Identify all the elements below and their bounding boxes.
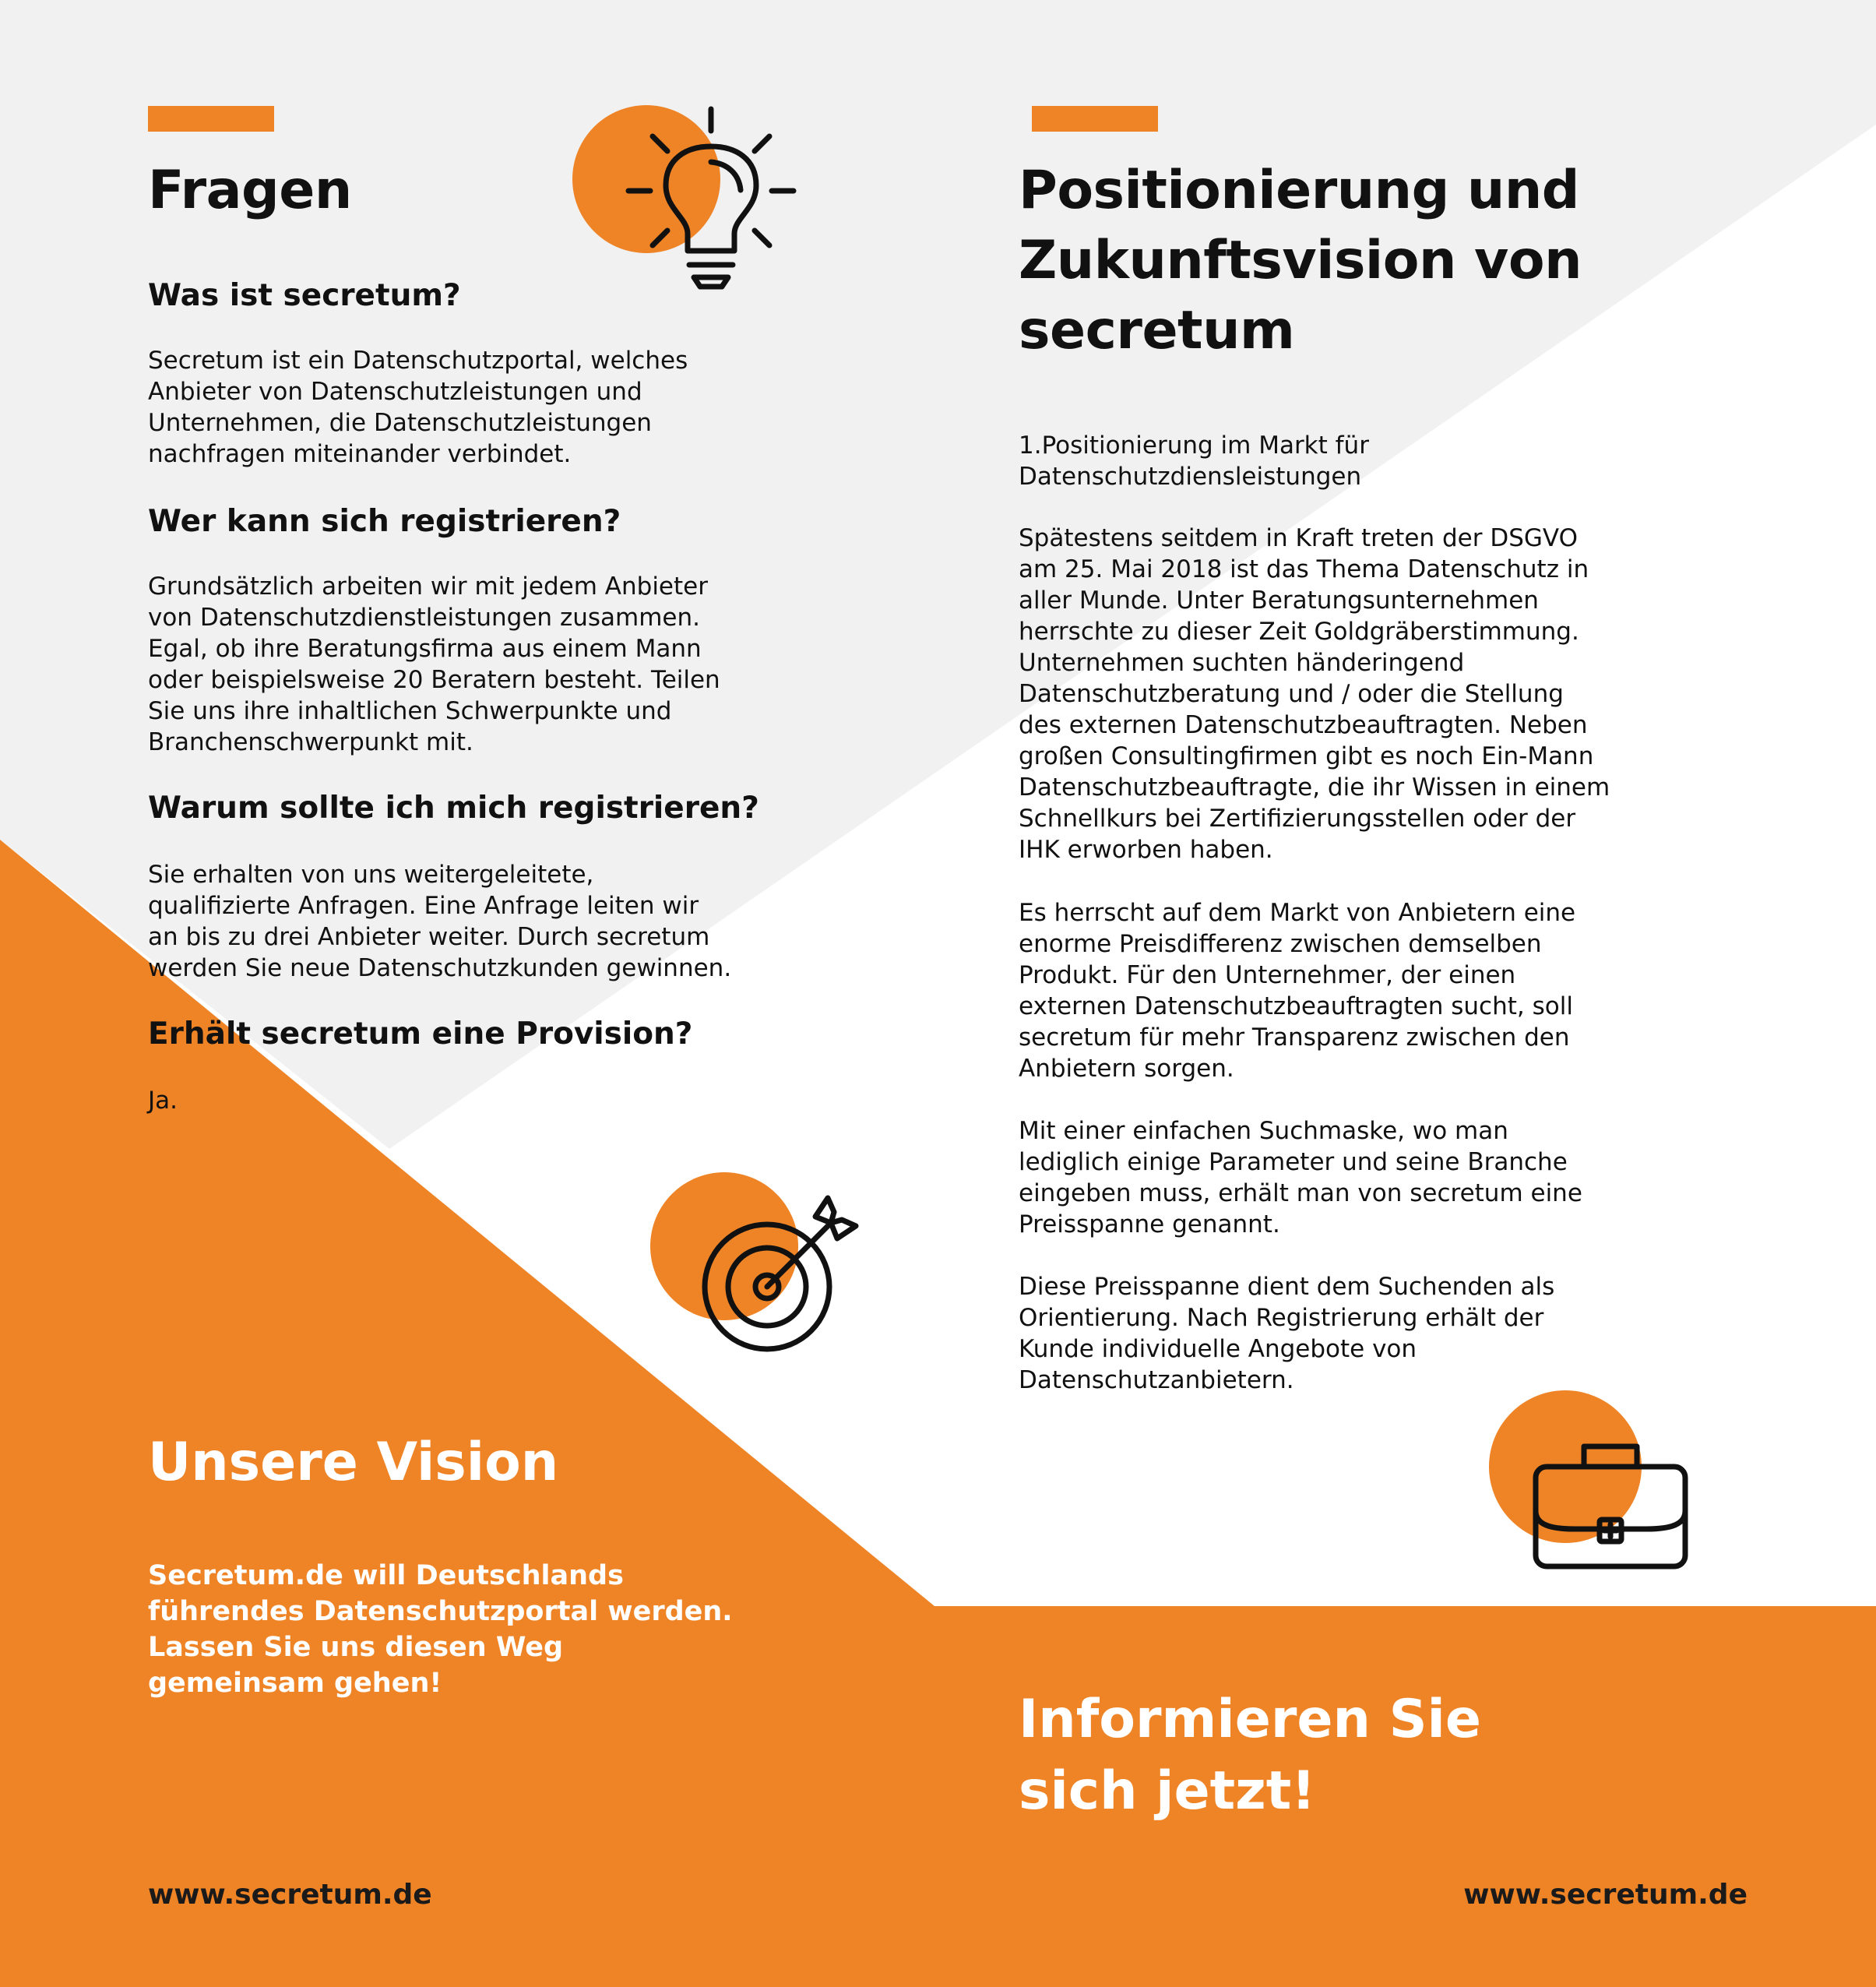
right-paragraph-4: Mit einer einfachen Suchmaske, wo man lediglich einige Parameter und seine Branche eingeben muss, erhält man von secretum eine Preisspanne genannt. [1019, 1117, 1582, 1238]
left-accent-bar [148, 106, 274, 132]
faq-question-3: Warum sollte ich mich registrieren? [148, 791, 759, 826]
right-website-link[interactable]: www.secretum.de [1463, 1879, 1748, 1911]
vision-text: Secretum.de will Deutschlands führendes Datenschutzportal werden. Lassen Sie uns diesen Weg gemeinsam gehen! [148, 1560, 733, 1699]
target-icon [650, 1168, 861, 1363]
left-website-link[interactable]: www.secretum.de [148, 1879, 432, 1911]
faq-answer-3: Sie erhalten von uns weitergeleitete, qualifizierte Anfragen. Eine Anfrage leiten wir an bis zu drei Anbieter weiter. Durch secretum werden Sie neue Datenschutzkunden gewinnen. [148, 861, 732, 982]
right-accent-bar [1032, 106, 1158, 132]
right-paragraph-5: Diese Preisspanne dient dem Suchenden als Orientierung. Nach Registrierung erhält der Kunde individuelle Angebote von Datenschutzanbietern. [1019, 1273, 1555, 1394]
right-paragraph-3: Es herrscht auf dem Markt von Anbietern eine enorme Preisdifferenz zwischen demselben Produkt. Für den Unternehmer, der einen externen Datenschutzbeauftragten sucht, soll secretum für mehr Transparenz zwischen den Anbietern sorgen. [1019, 899, 1576, 1083]
faq-answer-1: Secretum ist ein Datenschutzportal, welches Anbieter von Datenschutzleistungen und Unternehmen, die Datenschutzleistungen nachfragen miteinander verbindet. [148, 347, 688, 468]
cta-title: Informieren Sie sich jetzt! [1019, 1689, 1481, 1822]
faq-answer-2: Grundsätzlich arbeiten wir mit jedem Anbieter von Datenschutzdienstleistungen zusammen. Egal, ob ihre Beratungsfirma aus einem Mann oder beispielsweise 20 Beratern besteht. Teilen Sie uns ihre inhaltlichen Schwerpunkte und Branchenschwerpunkt mit. [148, 572, 720, 756]
faq-answer-4: Ja. [148, 1087, 178, 1115]
briefcase-icon [1489, 1390, 1691, 1577]
vision-title: Unsere Vision [148, 1432, 559, 1493]
faq-question-2: Wer kann sich registrieren? [148, 504, 621, 539]
right-paragraph-2: Spätestens seitdem in Kraft treten der DSGVO am 25. Mai 2018 ist das Thema Datenschutz in aller Munde. Unter Beratungsunternehmen herrschte zu dieser Zeit Goldgräberstimmung. Unternehmen suchten händeringend Datenschutzberatung und / oder die Stellung des externen Datenschutzbeauftragten. Neben großen Consultingfirmen gibt es noch Ein-Mann Datenschutzbeauftragte, die ihr Wissen in einem Schnellkurs bei Zertifizierungsstellen oder der IHK erworben haben. [1019, 524, 1610, 864]
left-title: Fragen [148, 160, 352, 221]
lightbulb-icon [572, 101, 806, 304]
faq-question-4: Erhält secretum eine Provision? [148, 1016, 693, 1052]
faq-question-1: Was ist secretum? [148, 278, 461, 313]
right-paragraph-1: 1.Positionierung im Markt für Datenschutzdiensleistungen [1019, 432, 1369, 491]
right-title: Positionierung und Zukunftsvision von secretum [1019, 160, 1582, 361]
